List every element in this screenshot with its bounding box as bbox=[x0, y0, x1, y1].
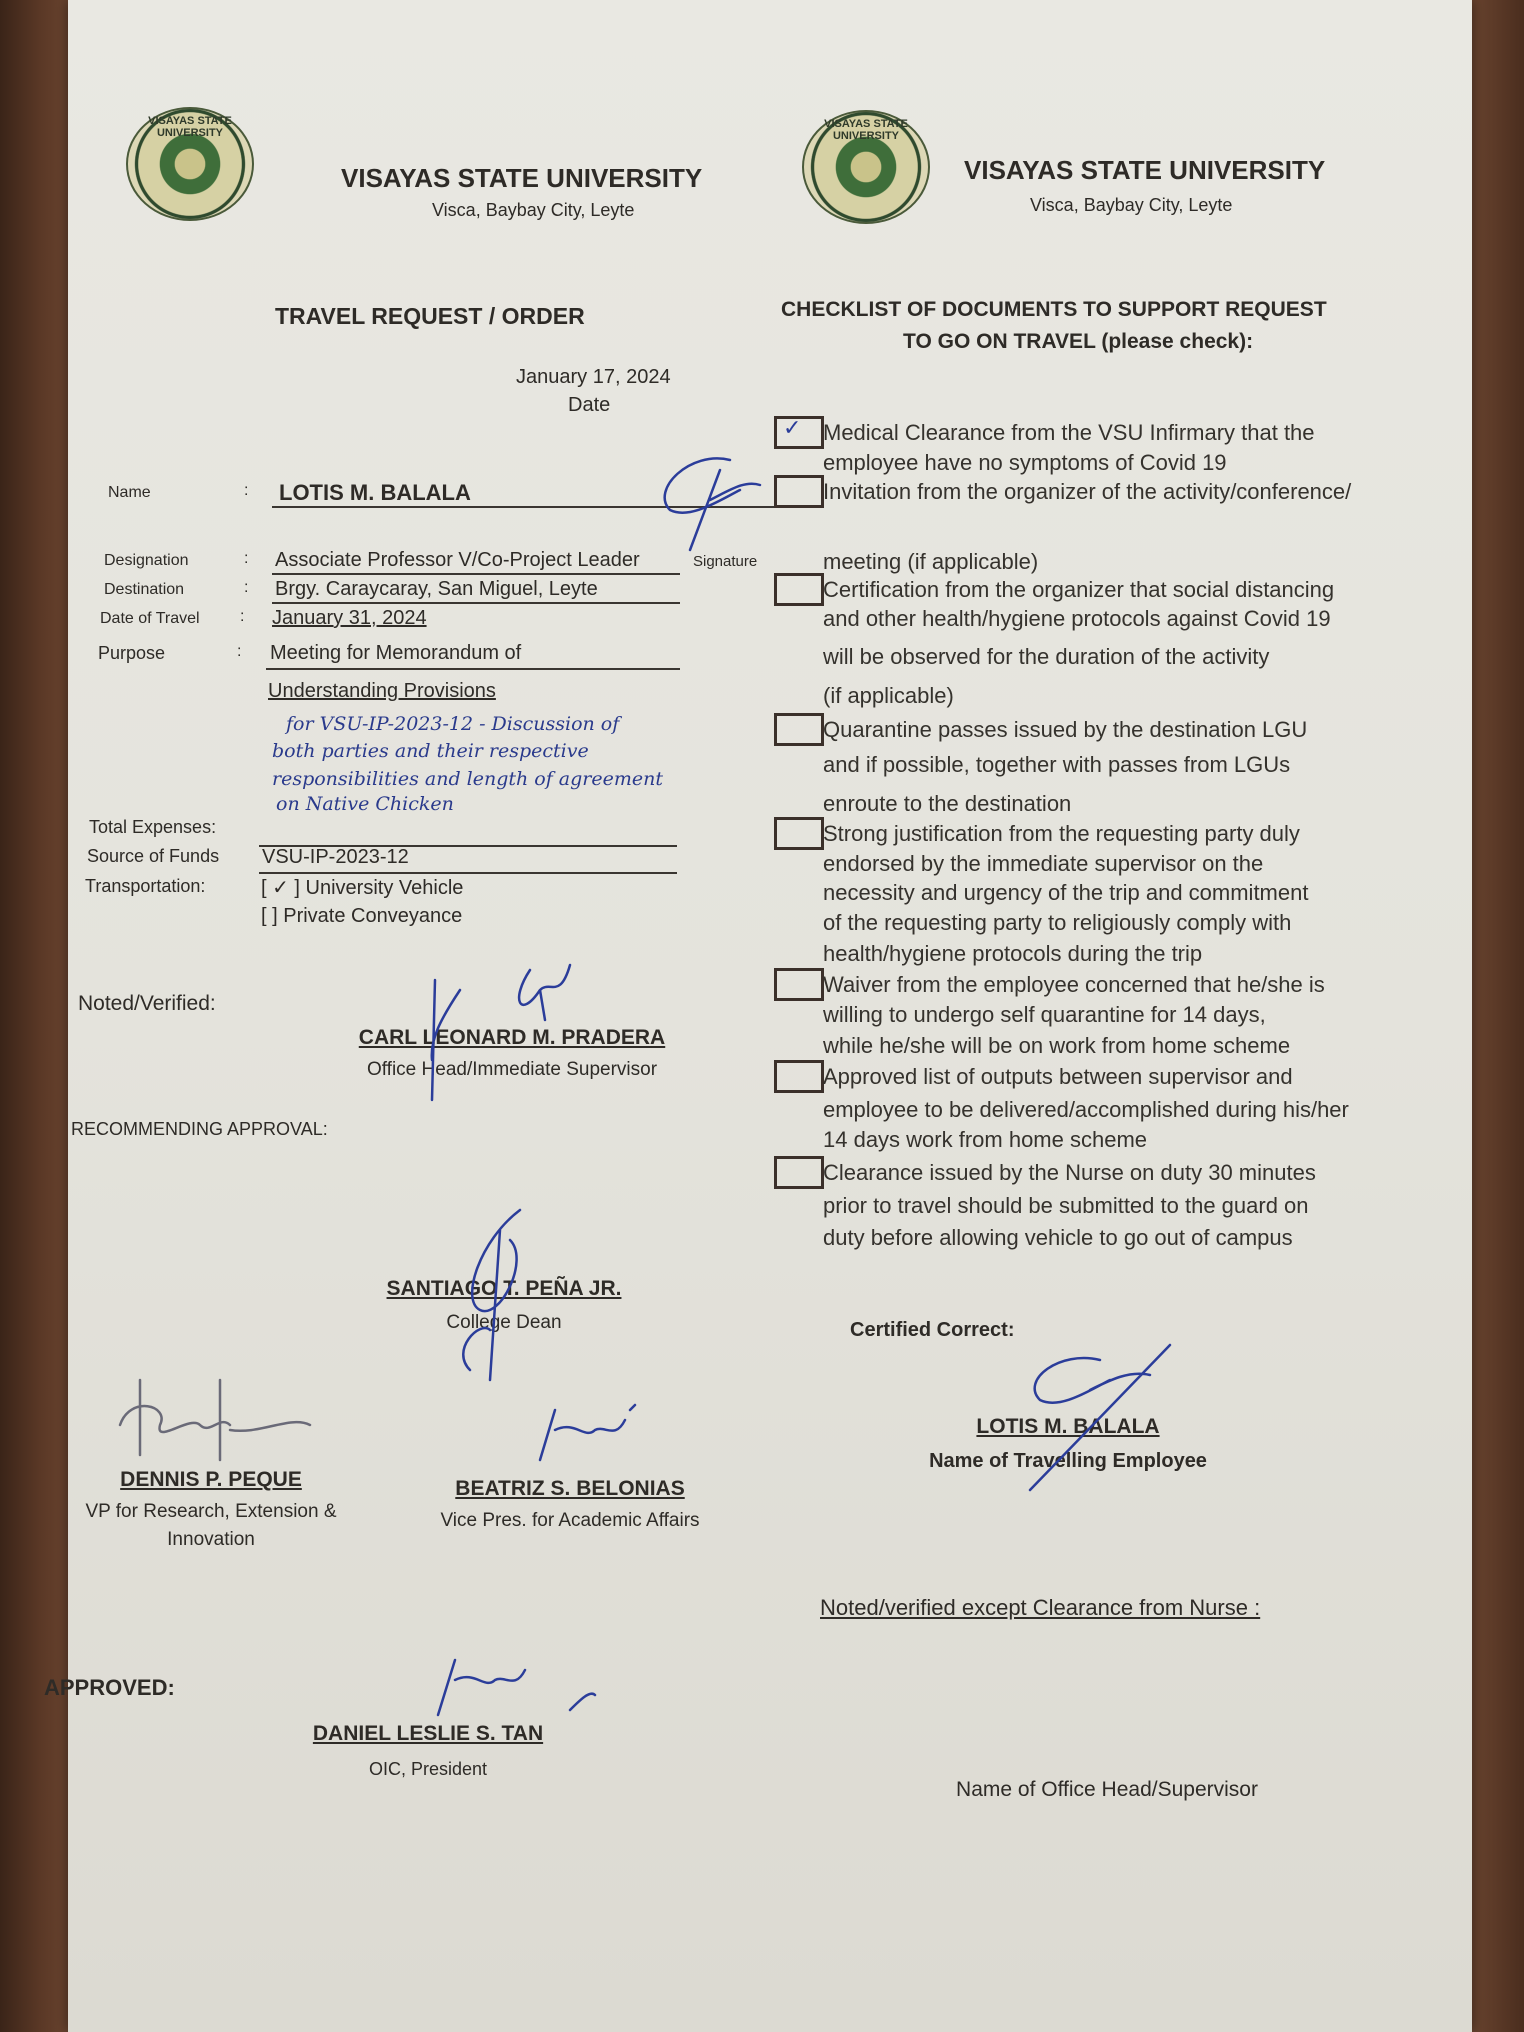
university-name-right: VISAYAS STATE UNIVERSITY bbox=[964, 155, 1326, 185]
destination-label: Destination bbox=[104, 581, 185, 598]
purpose-line-1: Meeting for Memorandum of bbox=[270, 642, 522, 664]
designation-underline bbox=[272, 573, 680, 575]
signature-label: Signature bbox=[693, 553, 758, 570]
date-label: Date bbox=[568, 394, 611, 416]
transport-university-vehicle[interactable]: [ ✓ ] University Vehicle bbox=[261, 877, 464, 899]
purpose-handwritten-4: on Native Chicken bbox=[276, 793, 454, 815]
colon: : bbox=[237, 643, 242, 660]
supervisor-title: Office Head/Immediate Supervisor bbox=[366, 1059, 658, 1080]
president-name: DANIEL LESLIE S. TAN bbox=[312, 1722, 544, 1745]
dean-title: College Dean bbox=[446, 1312, 562, 1333]
purpose-line-2: Understanding Provisions bbox=[268, 680, 496, 702]
checklist-item-text: enroute to the destination bbox=[823, 791, 1072, 816]
university-address-left: Visca, Baybay City, Leyte bbox=[432, 200, 635, 220]
seal-text: VISAYAS STATE UNIVERSITY bbox=[148, 115, 232, 139]
checklist-item-text: and if possible, together with passes from LGUs bbox=[823, 752, 1291, 777]
checklist-item-text: will be observed for the duration of the activity bbox=[823, 644, 1270, 669]
checklist-item-text: employee have no symptoms of Covid 19 bbox=[823, 450, 1227, 475]
checklist-item-text: meeting (if applicable) bbox=[823, 549, 1039, 574]
checklist-item-text: and other health/hygiene protocols against Covid 19 bbox=[823, 606, 1331, 631]
supervisor-name: CARL LEONARD M. PRADERA bbox=[358, 1026, 666, 1049]
checklist-item-text: Quarantine passes issued by the destination LGU bbox=[823, 717, 1308, 742]
purpose-underline bbox=[266, 668, 680, 670]
dean-name: SANTIAGO T. PEÑA JR. bbox=[386, 1277, 622, 1300]
vp-research-title-2: Innovation bbox=[167, 1529, 255, 1550]
checklist-checkbox[interactable] bbox=[774, 968, 824, 1001]
colon: : bbox=[240, 608, 245, 625]
source-of-funds-value: VSU-IP-2023-12 bbox=[262, 846, 409, 868]
source-of-funds-underline bbox=[259, 872, 677, 874]
designation-value: Associate Professor V/Co-Project Leader bbox=[275, 549, 640, 571]
president-title: OIC, President bbox=[368, 1759, 488, 1779]
checklist-item-text: willing to undergo self quarantine for 14 days, bbox=[823, 1002, 1266, 1027]
colon: : bbox=[244, 550, 249, 567]
university-name-left: VISAYAS STATE UNIVERSITY bbox=[341, 163, 703, 193]
source-of-funds-label: Source of Funds bbox=[87, 846, 220, 866]
transport-private-conveyance[interactable]: [ ] Private Conveyance bbox=[261, 905, 463, 927]
checklist-item-text: while he/she will be on work from home scheme bbox=[823, 1033, 1291, 1058]
purpose-handwritten-2: both parties and their respective bbox=[272, 740, 589, 762]
signature-supervisor bbox=[420, 960, 590, 1110]
checklist-item-text: health/hygiene protocols during the trip bbox=[823, 941, 1203, 966]
approved-label: APPROVED: bbox=[44, 1675, 175, 1700]
checklist-item-text: prior to travel should be submitted to the guard on bbox=[823, 1193, 1309, 1218]
checklist-checkbox[interactable] bbox=[774, 475, 824, 508]
office-head-label: Name of Office Head/Supervisor bbox=[956, 1778, 1258, 1801]
signature-applicant bbox=[650, 450, 770, 560]
name-value: LOTIS M. BALALA bbox=[279, 480, 471, 505]
noted-verified-label: Noted/Verified: bbox=[78, 992, 216, 1015]
checklist-item-text: endorsed by the immediate supervisor on the bbox=[823, 851, 1264, 876]
date-of-travel-label: Date of Travel bbox=[100, 610, 200, 627]
form-title: TRAVEL REQUEST / ORDER bbox=[275, 303, 585, 329]
checklist-item-text: Medical Clearance from the VSU Infirmary that the bbox=[823, 420, 1315, 445]
checklist-item-text: Waiver from the employee concerned that he/she is bbox=[823, 972, 1325, 997]
signature-employee bbox=[1010, 1340, 1180, 1500]
checklist-title: CHECKLIST OF DOCUMENTS TO SUPPORT REQUEST bbox=[781, 298, 1327, 321]
checklist-checkbox[interactable] bbox=[774, 713, 824, 746]
request-date: January 17, 2024 bbox=[516, 366, 671, 388]
vp-academic-name: BEATRIZ S. BELONIAS bbox=[455, 1477, 685, 1500]
purpose-handwritten-1: for VSU-IP-2023-12 - Discussion of bbox=[286, 713, 620, 735]
checklist-checkbox[interactable] bbox=[774, 1156, 824, 1189]
checklist-item-text: Strong justification from the requesting party duly bbox=[823, 821, 1300, 846]
name-label: Name bbox=[108, 484, 151, 501]
checklist-checkbox[interactable] bbox=[774, 573, 824, 606]
recommending-approval-label: RECOMMENDING APPROVAL: bbox=[71, 1119, 328, 1139]
total-expenses-label: Total Expenses: bbox=[89, 817, 217, 837]
signature-vp-academic bbox=[535, 1400, 645, 1470]
employee-title: Name of Travelling Employee bbox=[929, 1450, 1207, 1472]
checklist-item-text: Invitation from the organizer of the activity/conference/ bbox=[823, 479, 1352, 504]
vp-research-title: VP for Research, Extension & bbox=[85, 1501, 337, 1522]
checklist-checkbox[interactable] bbox=[774, 416, 824, 449]
seal-text: VISAYAS STATE UNIVERSITY bbox=[824, 118, 908, 142]
checklist-item-text: employee to be delivered/accomplished during his/her bbox=[823, 1097, 1349, 1122]
destination-value: Brgy. Caraycaray, San Miguel, Leyte bbox=[275, 578, 598, 600]
checklist-checkbox[interactable] bbox=[774, 1060, 824, 1093]
designation-label: Designation bbox=[104, 552, 189, 569]
checklist-item-text: Approved list of outputs between supervisor and bbox=[823, 1064, 1293, 1089]
checklist-item-text: duty before allowing vehicle to go out of campus bbox=[823, 1225, 1293, 1250]
checklist-item-text: Clearance issued by the Nurse on duty 30 minutes bbox=[823, 1160, 1316, 1185]
noted-except-nurse-label: Noted/verified except Clearance from Nurse : bbox=[820, 1595, 1261, 1620]
transportation-label: Transportation: bbox=[85, 876, 206, 896]
certified-correct-label: Certified Correct: bbox=[850, 1319, 1015, 1341]
date-of-travel-value: January 31, 2024 bbox=[272, 607, 427, 629]
colon: : bbox=[244, 579, 249, 596]
signature-president bbox=[430, 1650, 610, 1740]
signature-dean bbox=[440, 1200, 560, 1390]
checklist-item-text: necessity and urgency of the trip and commitment bbox=[823, 880, 1309, 905]
university-seal-right bbox=[802, 110, 930, 224]
colon: : bbox=[244, 482, 249, 499]
university-address-right: Visca, Baybay City, Leyte bbox=[1030, 195, 1233, 215]
destination-underline bbox=[272, 602, 680, 604]
purpose-label: Purpose bbox=[98, 643, 166, 663]
employee-name: LOTIS M. BALALA bbox=[976, 1415, 1160, 1438]
checklist-item-text: 14 days work from home scheme bbox=[823, 1127, 1148, 1152]
checklist-item-text: Certification from the organizer that social distancing bbox=[823, 577, 1335, 602]
check-mark-icon: ✓ bbox=[783, 415, 802, 440]
purpose-handwritten-3: responsibilities and length of agreement bbox=[272, 768, 663, 790]
vp-research-name: DENNIS P. PEQUE bbox=[120, 1468, 302, 1491]
checklist-title-2: TO GO ON TRAVEL (please check): bbox=[903, 330, 1254, 353]
checklist-item-text: of the requesting party to religiously comply with bbox=[823, 910, 1292, 935]
checklist-checkbox[interactable] bbox=[774, 817, 824, 850]
checklist-item-text: (if applicable) bbox=[823, 683, 954, 708]
vp-academic-title: Vice Pres. for Academic Affairs bbox=[440, 1510, 700, 1531]
university-seal-left bbox=[126, 107, 254, 221]
signature-vp-research bbox=[110, 1375, 310, 1465]
